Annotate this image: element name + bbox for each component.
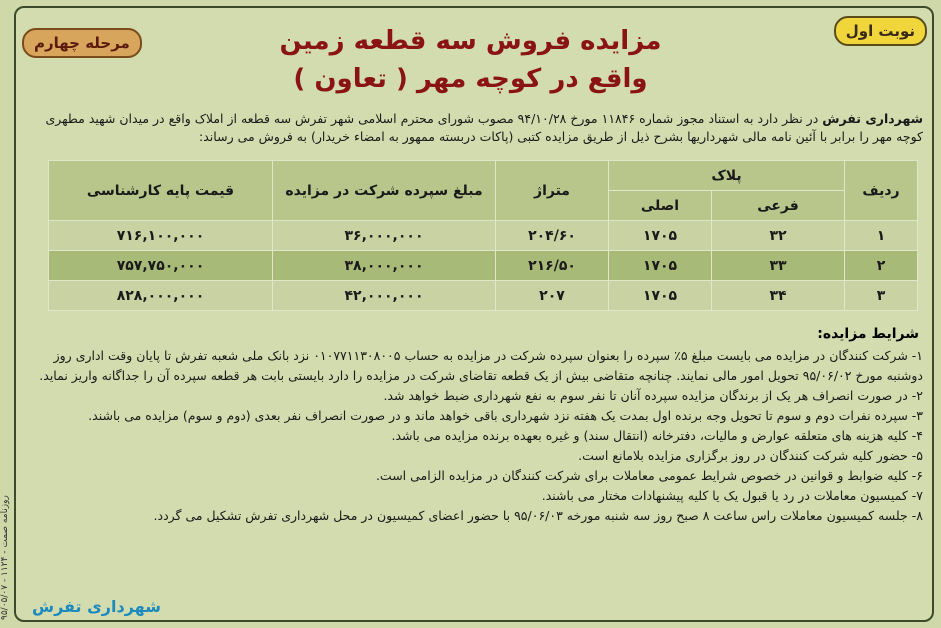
condition-item: ۶- کلیه ضوابط و قوانین در خصوص شرایط عمومی معاملات برای شرکت کنندگان در مزایده الزامی است.: [375, 468, 923, 483]
notice-frame: [14, 6, 934, 622]
cell-main: ۱۷۰۵: [609, 221, 712, 251]
title-line1: مزایده فروش سه قطعه زمین: [279, 26, 662, 56]
signature: شهرداری تفرش: [32, 597, 161, 616]
condition-item: ۲- در صورت انصراف هر یک از برندگان مزایده سپرده آنان تا نفر سوم به نفع شهرداری ضبط خواهد شد.: [383, 388, 923, 403]
header-area: متراژ: [496, 161, 609, 221]
cell-sub: ۳۳: [712, 251, 845, 281]
intro-municipality: شهرداری تفرش: [822, 111, 923, 126]
cell-deposit: ۴۲,۰۰۰,۰۰۰: [273, 281, 496, 311]
conditions-title: شرایط مزایده:: [817, 326, 919, 342]
auction-table: [48, 160, 918, 311]
condition-item: ۸- جلسه کمیسیون معاملات راس ساعت ۸ صبح روز سه شنبه مورخه ۹۵/۰۶/۰۳ با حضور اعضای کمیسیون در محل شهرداری تفرش تشکیل می گردد.: [153, 508, 923, 523]
header-plaque: پلاک: [609, 161, 845, 191]
conditions-list: [23, 346, 923, 526]
cell-row: ۲: [845, 251, 918, 281]
header-sub: فرعی: [712, 191, 845, 221]
table-row: [49, 251, 918, 281]
cell-row: ۱: [845, 221, 918, 251]
condition-item: ۴- کلیه هزینه های متعلقه عوارض و مالیات، دفترخانه (انتقال سند) و غیره بعهده برنده مزایده می باشد.: [391, 428, 923, 443]
header-deposit: مبلغ سپرده شرکت در مزایده: [273, 161, 496, 221]
cell-area: ۲۱۶/۵۰: [496, 251, 609, 281]
header-row: ردیف: [845, 161, 918, 221]
table-row: [49, 221, 918, 251]
cell-deposit: ۳۸,۰۰۰,۰۰۰: [273, 251, 496, 281]
condition-item: ۱- شرکت کنندگان در مزایده می بایست مبلغ ۵٪ سپرده را بعنوان سپرده شرکت در مزایده به حساب ۰۱۰۷۷۱۱۳۰۸۰۰۵ نزد بانک ملی شعبه تفرش تا پایان وقت اداری روز دوشنبه مورخ ۹۵/۰۶/۰۲ تحویل امور مالی نمایند. چنانچه متقاضی بیش از یک قطعه تقاضای شرکت در مزایده را دارد بایستی بابت هر قطعه سپرده آن را جداگانه واریز نماید.: [39, 348, 923, 383]
cell-row: ۳: [845, 281, 918, 311]
cell-base-price: ۷۱۶,۱۰۰,۰۰۰: [49, 221, 273, 251]
cell-sub: ۳۲: [712, 221, 845, 251]
stage-badge: مرحله چهارم: [22, 28, 142, 58]
cell-base-price: ۷۵۷,۷۵۰,۰۰۰: [49, 251, 273, 281]
side-note: روزنامه صمت - ۱۱۲۴ - ۹۵/۰۵/۰۷: [0, 495, 10, 620]
header-base-price: قیمت پایه کارشناسی: [49, 161, 273, 221]
condition-item: ۵- حضور کلیه شرکت کنندگان در روز برگزاری مزایده بلامانع است.: [578, 448, 923, 463]
title-line2: واقع در کوچه مهر ( تعاون ): [293, 64, 648, 94]
cell-base-price: ۸۲۸,۰۰۰,۰۰۰: [49, 281, 273, 311]
cell-deposit: ۳۶,۰۰۰,۰۰۰: [273, 221, 496, 251]
intro-text: در نظر دارد به استناد مجوز شماره ۱۱۸۴۶ مورخ ۹۴/۱۰/۲۸ مصوب شورای محترم اسلامی شهر تفرش سه قطعه از املاک واقع در میدان شهید مطهری کوچه مهر را برابر با آئین نامه مالی شهرداریها بشرح ذیل از طریق مزایده کتبی (پاکات دربسته ممهور به امضاء خریدار) به فروش می رساند:: [45, 111, 923, 144]
round-badge: نوبت اول: [834, 16, 927, 46]
intro-paragraph: [23, 110, 923, 146]
cell-sub: ۳۴: [712, 281, 845, 311]
cell-area: ۲۰۴/۶۰: [496, 221, 609, 251]
cell-main: ۱۷۰۵: [609, 251, 712, 281]
table-row: [49, 281, 918, 311]
header-main: اصلی: [609, 191, 712, 221]
cell-main: ۱۷۰۵: [609, 281, 712, 311]
cell-area: ۲۰۷: [496, 281, 609, 311]
condition-item: ۳- سپرده نفرات دوم و سوم تا تحویل وجه برنده اول بمدت یک هفته نزد شهرداری باقی خواهد ماند و در صورت انصراف نفر بعدی (دوم و سوم) مزایده می باشند.: [88, 408, 923, 423]
condition-item: ۷- کمیسیون معاملات در رد یا قبول یک یا کلیه پیشنهادات مختار می باشند.: [541, 488, 923, 503]
